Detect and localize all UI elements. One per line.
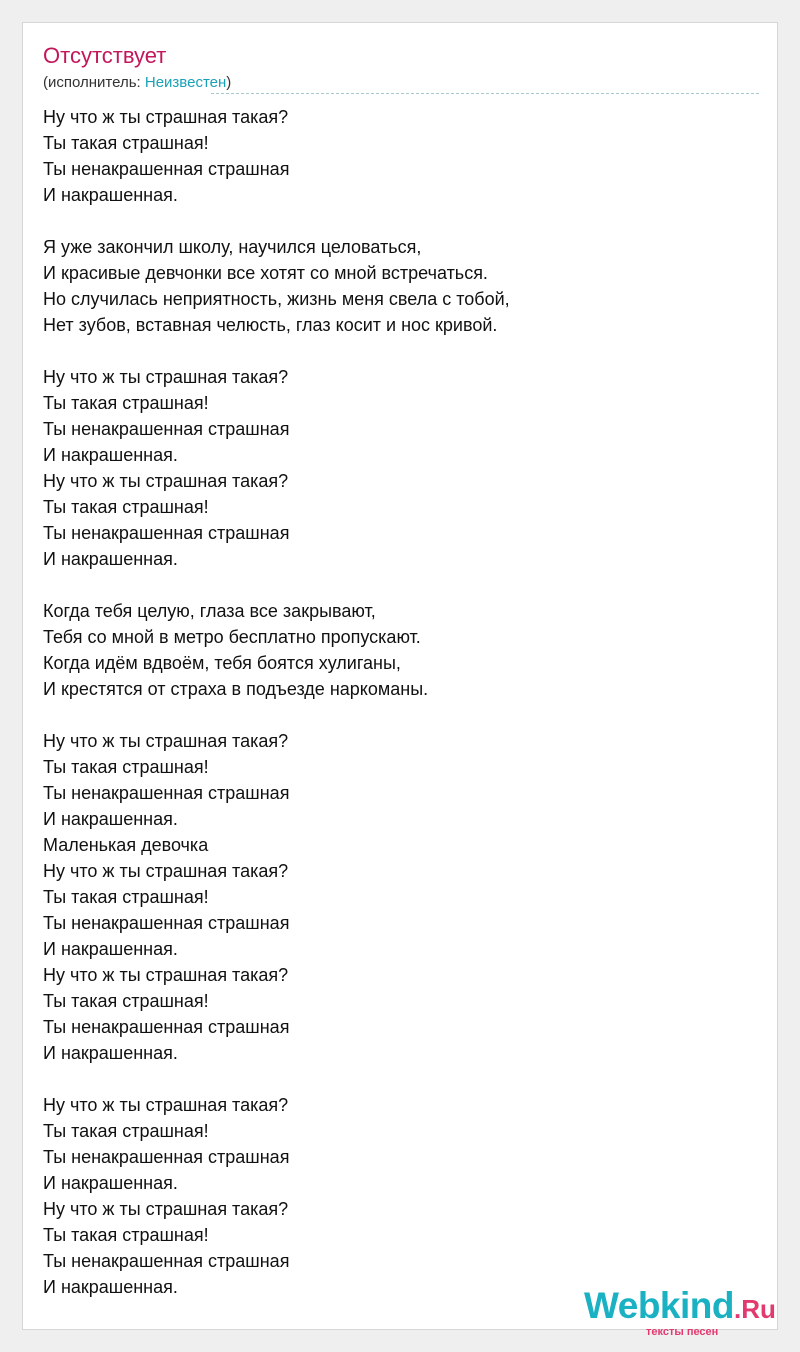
lyric-line: Когда тебя целую, глаза все закрывают, [43,601,376,621]
lyric-line: Ну что ж ты страшная такая? [43,1095,289,1115]
webkind-logo[interactable] [584,1285,776,1338]
lyric-line: Ну что ж ты страшная такая? [43,1199,289,1219]
lyric-line: Ну что ж ты страшная такая? [43,965,289,985]
lyric-line: И накрашенная. [43,1173,178,1193]
lyric-line: Я уже закончил школу, научился целоваться, [43,237,422,257]
lyric-line: Ты такая страшная! [43,887,209,907]
lyric-line: Ну что ж ты страшная такая? [43,471,289,491]
lyric-line: Ну что ж ты страшная такая? [43,731,289,751]
artist-suffix: ) [226,74,232,91]
lyric-line: И накрашенная. [43,1277,178,1297]
lyric-line: Ты ненакрашенная страшная [43,783,290,803]
artist-link[interactable]: Неизвестен [144,74,227,91]
lyric-line: Ты такая страшная! [43,497,209,517]
lyric-line: Маленькая девочка [43,835,209,855]
lyric-line: И накрашенная. [43,445,178,465]
lyric-line: И крестятся от страха в подъезде наркоманы. [43,679,429,699]
stanza-gap [43,572,753,598]
lyric-line: Ну что ж ты страшная такая? [43,861,289,881]
artist-prefix: (исполнитель: [43,74,145,91]
lyric-line: Ты такая страшная! [43,133,209,153]
lyric-line: Ты такая страшная! [43,1121,209,1141]
stanza-gap [43,338,753,364]
lyric-line: Ты ненакрашенная страшная [43,913,290,933]
lyric-line: И накрашенная. [43,809,178,829]
logo-tagline: тексты песен [646,1326,719,1338]
lyric-line: Ты ненакрашенная страшная [43,419,290,439]
lyric-line: Ты ненакрашенная страшная [43,1017,290,1037]
lyric-line: Ну что ж ты страшная такая? [43,107,289,127]
lyric-line: Нет зубов, вставная челюсть, глаз косит и нос кривой. [43,315,498,335]
lyric-line: Когда идём вдвоём, тебя боятся хулиганы, [43,653,401,673]
lyric-line: Ты ненакрашенная страшная [43,159,290,179]
lyric-line: Ты такая страшная! [43,393,209,413]
lyric-line: И накрашенная. [43,939,178,959]
song-title: Отсутствует [43,43,167,68]
lyric-line: И красивые девчонки все хотят со мной встречаться. [43,263,488,283]
stanza-gap [43,208,753,234]
lyric-line: И накрашенная. [43,1043,178,1063]
lyric-line: Ты такая страшная! [43,757,209,777]
lyric-line: И накрашенная. [43,185,178,205]
lyric-line: Ну что ж ты страшная такая? [43,367,289,387]
lyric-line: Ты ненакрашенная страшная [43,1251,290,1271]
logo-name: Webkind [584,1285,734,1326]
stanza-gap [43,702,753,728]
lyric-line: Но случилась неприятность, жизнь меня свела с тобой, [43,289,510,309]
lyric-line: Ты ненакрашенная страшная [43,1147,290,1167]
artist-line [43,73,231,92]
lyric-line: Ты ненакрашенная страшная [43,523,290,543]
lyric-line: Тебя со мной в метро бесплатно пропускают. [43,627,421,647]
lyric-line: Ты такая страшная! [43,1225,209,1245]
stanza-gap [43,1066,753,1092]
lyric-line: Ты такая страшная! [43,991,209,1011]
lyrics-card [22,22,778,1338]
lyrics-text [43,104,753,1300]
lyric-line: И накрашенная. [43,549,178,569]
title-divider [211,93,759,94]
logo-tld: .Ru [734,1294,776,1324]
